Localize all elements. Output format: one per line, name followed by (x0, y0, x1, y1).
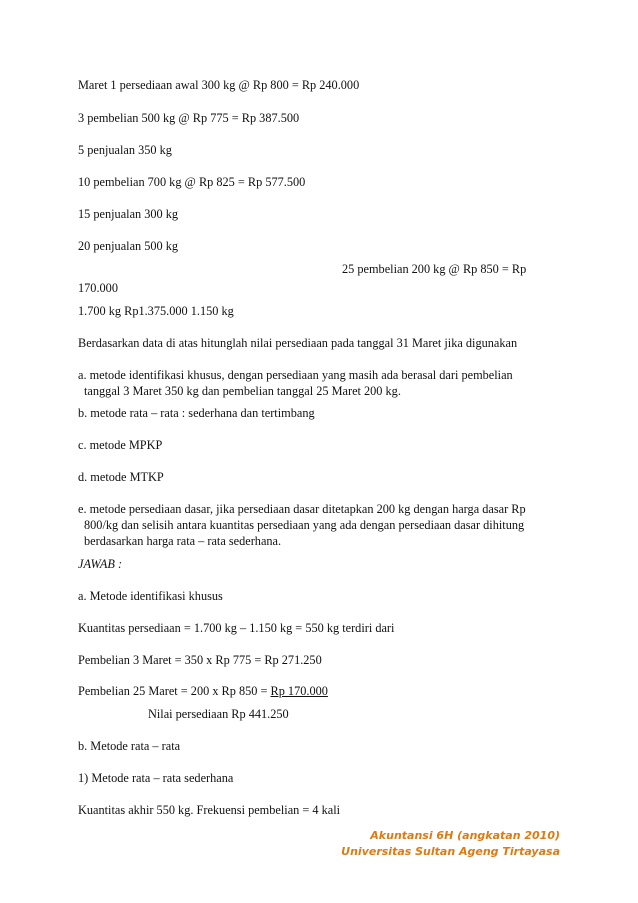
text-line: Maret 1 persediaan awal 300 kg @ Rp 800 = Rp 240.000 (78, 78, 360, 92)
question-item-e: e. metode persediaan dasar, jika persediaan dasar ditetapkan 200 kg dengan harga dasar Rp (78, 502, 526, 516)
footer-line-2: Universitas Sultan Ageng Tirtayasa (341, 845, 560, 858)
question-item-c: c. metode MPKP (78, 438, 163, 452)
question-item-a-cont: tanggal 3 Maret 350 kg dan pembelian tanggal 25 Maret 200 kg. (84, 384, 401, 398)
text-line: Kuantitas persediaan = 1.700 kg – 1.150 kg = 550 kg terdiri dari (78, 621, 395, 635)
text-line: 10 pembelian 700 kg @ Rp 825 = Rp 577.500 (78, 175, 306, 189)
text-line: 170.000 (78, 281, 118, 295)
text-line: 5 penjualan 350 kg (78, 143, 172, 157)
text-line: 25 pembelian 200 kg @ Rp 850 = Rp (342, 262, 527, 276)
answer-section-b: b. Metode rata – rata (78, 739, 181, 753)
underlined-amount: Rp 170.000 (270, 684, 328, 698)
text-line (78, 683, 328, 699)
question-item-d: d. metode MTKP (78, 470, 164, 484)
answer-heading: JAWAB : (78, 557, 123, 571)
question-item-e-cont: berdasarkan harga rata – rata sederhana. (84, 534, 282, 548)
inventory-total: Nilai persediaan Rp 441.250 (148, 707, 289, 721)
answer-section-a: a. Metode identifikasi khusus (78, 589, 223, 603)
question-item-e-cont: 800/kg dan selisih antara kuantitas persediaan yang ada dengan persediaan dasar dihitung (84, 518, 525, 532)
text-line: 3 pembelian 500 kg @ Rp 775 = Rp 387.500 (78, 111, 300, 125)
question-item-a: a. metode identifikasi khusus, dengan persediaan yang masih ada berasal dari pembelian (78, 368, 513, 382)
question-item-b: b. metode rata – rata : sederhana dan tertimbang (78, 406, 315, 420)
text-line: 1) Metode rata – rata sederhana (78, 771, 234, 785)
footer-line-1: Akuntansi 6H (angkatan 2010) (370, 829, 560, 842)
text-line: Pembelian 3 Maret = 350 x Rp 775 = Rp 271.250 (78, 653, 322, 667)
text-line: 15 penjualan 300 kg (78, 207, 179, 221)
text-line: 20 penjualan 500 kg (78, 239, 179, 253)
text-line: 1.700 kg Rp1.375.000 1.150 kg (78, 304, 234, 318)
question-prompt: Berdasarkan data di atas hitunglah nilai persediaan pada tanggal 31 Maret jika digunakan (78, 336, 518, 350)
text-line: Kuantitas akhir 550 kg. Frekuensi pembelian = 4 kali (78, 803, 341, 817)
text-segment: Pembelian 25 Maret = 200 x Rp 850 = (78, 684, 271, 698)
